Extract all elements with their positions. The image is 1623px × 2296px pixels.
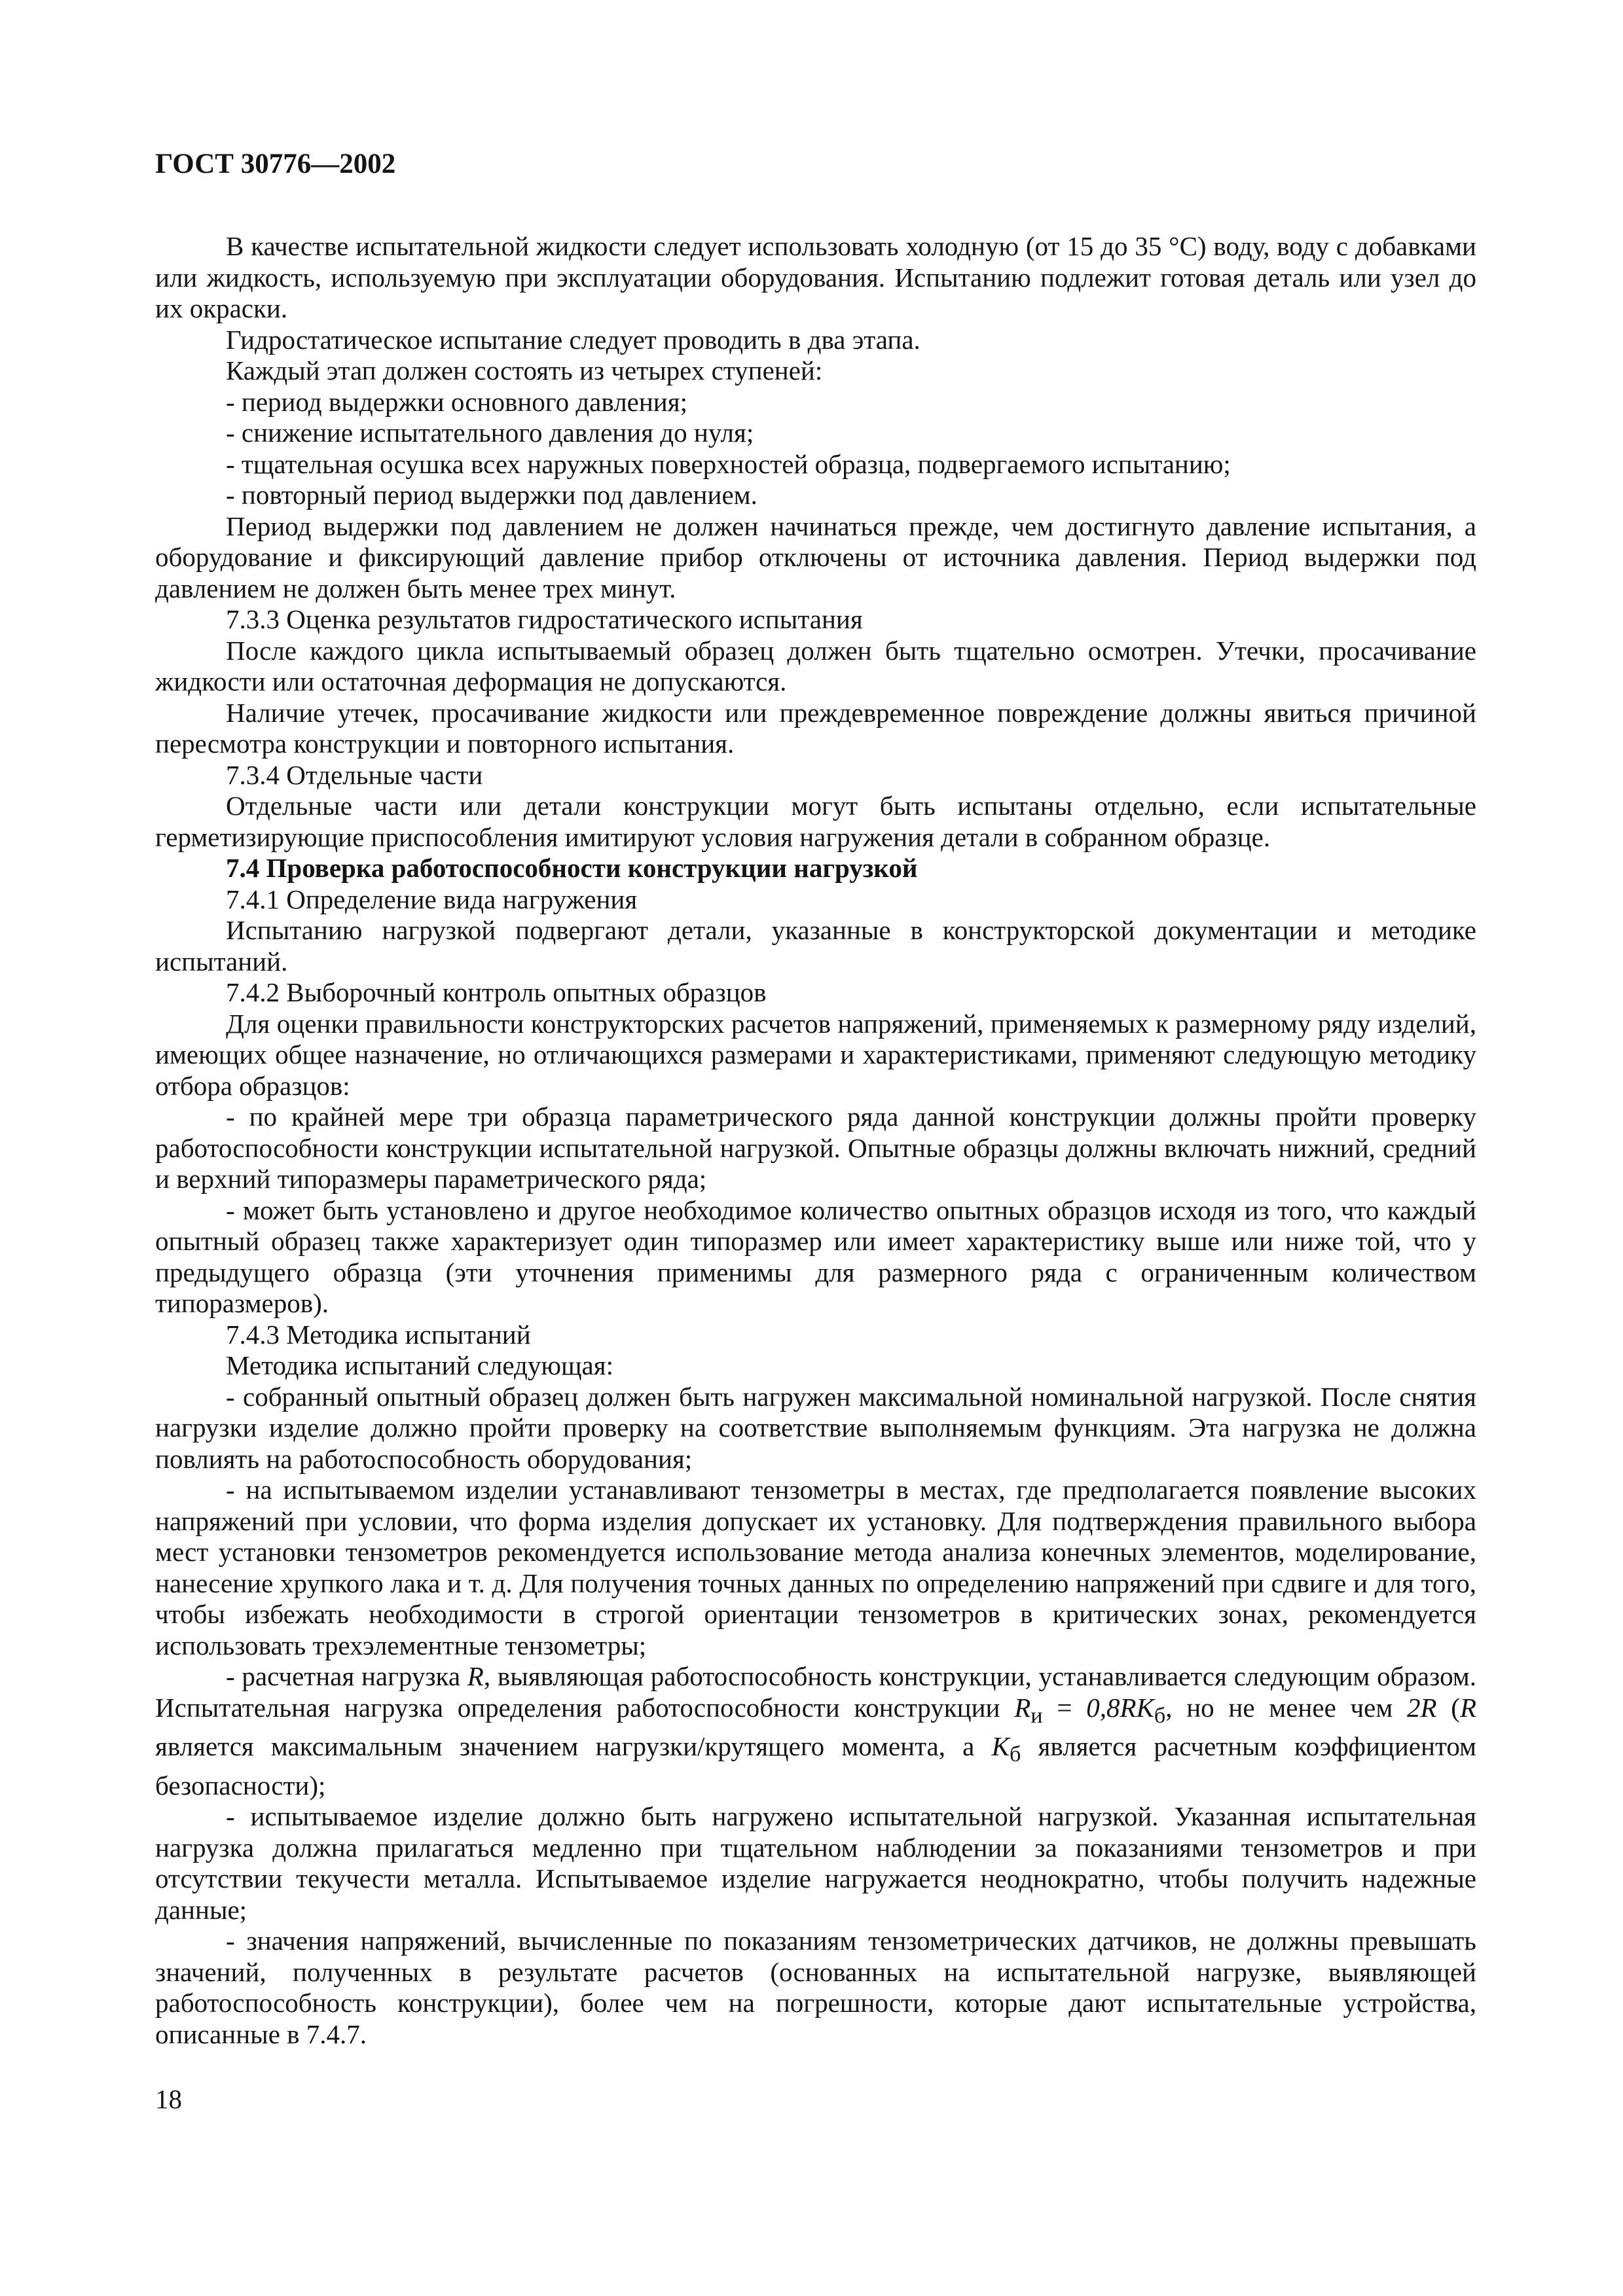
paragraph: Для оценки правильности конструкторских расчетов напряжений, применяемых к размерному ряду изделий, имеющих общее назначение, но отличающихся размерами и характеристиками, применяют следующую методику отбора образцов:: [155, 1008, 1476, 1101]
text-run: (: [1436, 1692, 1460, 1723]
paragraph: После каждого цикла испытываемый образец должен быть тщательно осмотрен. Утечки, просачивание жидкости или остаточная деформация не допускаются.: [155, 635, 1476, 696]
paragraph: В качестве испытательной жидкости следует использовать холодную (от 15 до 35 °С) воду, воду с добавками или жидкость, используемую при эксплуатации оборудования. Испытанию подлежит готовая деталь или узел до их окраски.: [155, 231, 1476, 323]
formula-var: R: [467, 1661, 484, 1691]
paragraph: Каждый этап должен состоять из четырех ступеней:: [226, 355, 823, 386]
text-run: =: [1042, 1692, 1087, 1723]
list-item: - может быть установлено и другое необходимое количество опытных образцов исходя из того, что каждый опытный образец также характеризует один типоразмер или имеет характеристику выше или ниже той, что у предыдущего образца (эти уточнения применимы для размерного ряда с ограниченным количеством типоразмеров).: [155, 1194, 1476, 1318]
text-run: является максимальным значением нагрузки/крутящего момента, а: [155, 1731, 992, 1762]
section-heading: 7.4 Проверка работоспособности конструкции нагрузкой: [226, 853, 918, 883]
list-item: - собранный опытный образец должен быть нагружен максимальной номинальной нагрузкой. После снятия нагрузки изделие должно пройти проверку на соответствие выполняемым функциям. Эта нагрузка не должна повлиять на работоспособность оборудования;: [155, 1381, 1476, 1474]
paragraph: Методика испытаний следующая:: [226, 1350, 613, 1380]
list-item: - период выдержки основного давления;: [226, 386, 687, 417]
text-run: является расчетным коэффициентом безопасности);: [155, 1731, 1476, 1801]
paragraph: Отдельные части или детали конструкции могут быть испытаны отдельно, если испытательные герметизирующие приспособления имитируют условия нагружения детали в собранном образце.: [155, 791, 1476, 852]
section-heading: 7.3.4 Отдельные части: [226, 759, 483, 790]
page-number: 18: [155, 2084, 182, 2114]
text-run: - расчетная нагрузка: [226, 1661, 467, 1691]
list-item: - значения напряжений, вычисленные по показаниям тензометрических датчиков, не должны превышать значений, полученных в результате расчетов (основанных на испытательной нагрузке, выявляющей работоспособность конструкции), более чем на погрешности, которые дают испытательные устройства, описанные в 7.4.7.: [155, 1926, 1476, 2049]
formula-subscript: и: [1030, 1703, 1043, 1728]
text-run: , выявляющая работоспособность конструкции, устанавливается следующим образом. Испытательная нагрузка определения работоспособности конструкции: [155, 1661, 1476, 1723]
formula-var: R: [1459, 1692, 1477, 1723]
paragraph: Испытанию нагрузкой подвергают детали, указанные в конструкторской документации и методике испытаний.: [155, 915, 1476, 977]
paragraph: Период выдержки под давлением не должен начинаться прежде, чем достигнуто давление испытания, а оборудование и фиксирующий давление прибор отключены от источника давления. Период выдержки под давлением не должен быть менее трех минут.: [155, 511, 1476, 603]
formula-var: 0,8RK: [1086, 1692, 1154, 1723]
list-item: - тщательная осушка всех наружных поверхностей образца, подвергаемого испытанию;: [226, 448, 1231, 479]
section-heading: 7.4.2 Выборочный контроль опытных образцов: [226, 977, 767, 1007]
paragraph: Гидростатическое испытание следует проводить в два этапа.: [226, 324, 921, 355]
list-item: - на испытываемом изделии устанавливают тензометры в местах, где предполагается появление высоких напряжений при условии, что форма изделия допускает их установку. Для подтверждения правильного выбора мест установки тензометров рекомендуется использование метода анализа конечных элементов, моделирование, нанесение хрупкого лака и т. д. Для получения точных данных по определению напряжений при сдвиге и для того, чтобы избежать необходимости в строгой ориентации тензометров в критических зонах, рекомендуется использовать трехэлементные тензометры;: [155, 1475, 1476, 1660]
list-item: - снижение испытательного давления до нуля;: [226, 418, 754, 448]
list-item: - повторный период выдержки под давлением.: [226, 480, 757, 510]
section-heading: 7.4.3 Методика испытаний: [226, 1319, 531, 1350]
formula-var: K: [991, 1731, 1010, 1762]
document-header: ГОСТ 30776—2002: [155, 149, 396, 179]
formula-var: 2R: [1407, 1692, 1437, 1723]
list-item-load-formula: [155, 1661, 1476, 1801]
formula-subscript: б: [1154, 1703, 1166, 1728]
list-item: - по крайней мере три образца параметрического ряда данной конструкции должны пройти проверку работоспособности конструкции испытательной нагрузкой. Опытные образцы должны включать нижний, средний и верхний типоразмеры параметрического ряда;: [155, 1102, 1476, 1194]
document-page: [155, 147, 1476, 2050]
section-heading: 7.3.3 Оценка результатов гидростатического испытания: [226, 604, 863, 634]
text-run: , но не менее чем: [1165, 1692, 1408, 1723]
formula-subscript: б: [1009, 1742, 1021, 1767]
list-item: - испытываемое изделие должно быть нагружено испытательной нагрузкой. Указанная испытательная нагрузка должна прилагаться медленно при тщательном наблюдении за показаниями тензометров и при отсутствии текучести металла. Испытываемое изделие нагружается неоднократно, чтобы получить надежные данные;: [155, 1801, 1476, 1925]
formula-var: R: [1014, 1692, 1031, 1723]
section-heading: 7.4.1 Определение вида нагружения: [226, 884, 638, 914]
paragraph: Наличие утечек, просачивание жидкости или преждевременное повреждение должны явиться причиной пересмотра конструкции и повторного испытания.: [155, 697, 1476, 759]
